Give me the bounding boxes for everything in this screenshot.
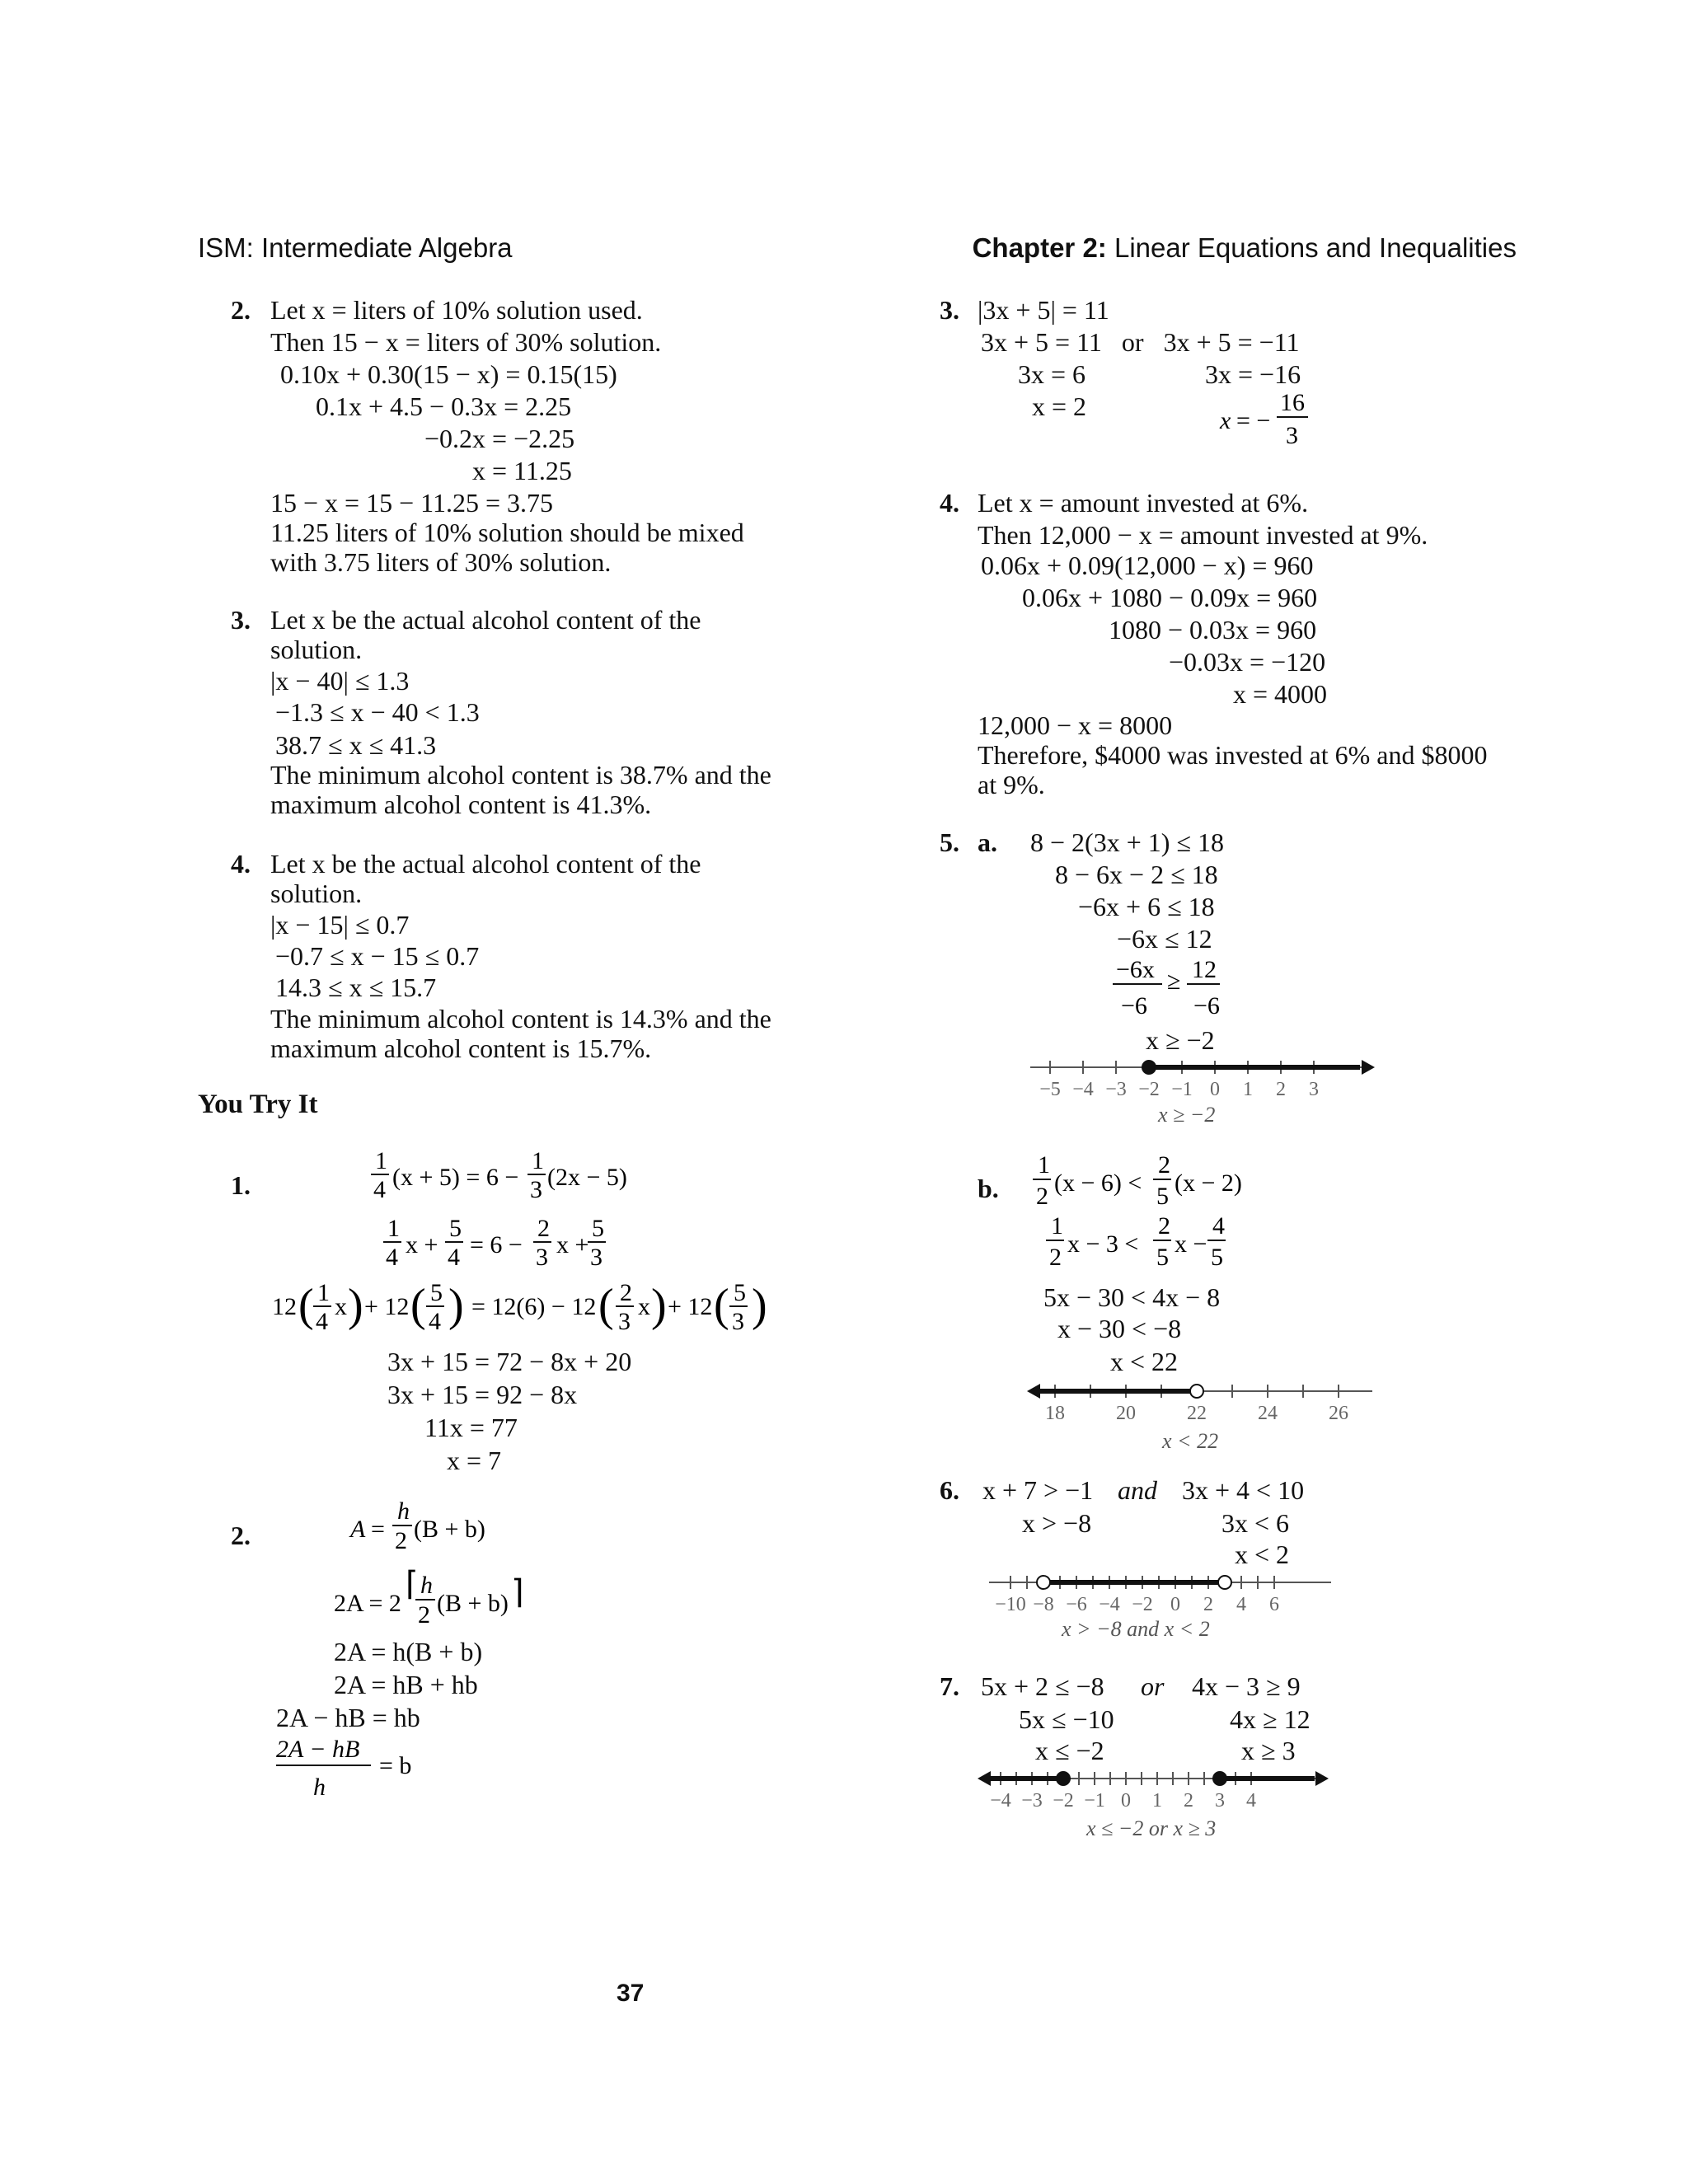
open-endpoint (1037, 1576, 1050, 1589)
svg-text:12: 12 (272, 1293, 297, 1320)
text-line: maximum alcohol content is 15.7%. (270, 1033, 652, 1063)
equation-line: 3x + 4 < 10 (1182, 1475, 1305, 1505)
tick-label: 26 (1329, 1403, 1348, 1424)
chapter-label: Chapter 2: (972, 232, 1107, 263)
svg-text:2A = 2: 2A = 2 (334, 1590, 401, 1617)
svg-text:A: A (350, 1516, 366, 1543)
svg-text:5: 5 (1156, 1244, 1169, 1271)
svg-text:5: 5 (1156, 1183, 1169, 1210)
svg-text:⌉: ⌉ (511, 1573, 524, 1610)
number-line-caption: x > −8 and x < 2 (1062, 1617, 1210, 1641)
tick-label: 22 (1187, 1403, 1207, 1424)
tick-label: 1 (1152, 1790, 1162, 1811)
equation-line: 0.06x + 0.09(12,000 − x) = 960 (981, 551, 1314, 580)
problem-number: 1. (231, 1170, 251, 1200)
number-line (973, 1762, 1335, 1811)
equation-line: x < 2 (1235, 1540, 1290, 1569)
equation-line: 2A = h(B + b) (334, 1637, 483, 1666)
tick-label: 2 (1203, 1594, 1213, 1615)
svg-text:x − 3 <: x − 3 < (1067, 1230, 1139, 1258)
equation-line: −0.03x = −120 (1169, 647, 1326, 677)
equation-line: 11x = 77 (424, 1413, 518, 1442)
text-line: Let x be the actual alcohol content of the (270, 605, 701, 635)
tick-label: 2 (1184, 1790, 1193, 1811)
svg-text:3: 3 (590, 1244, 603, 1271)
problem-number: 4. (940, 488, 959, 518)
running-header-right (973, 232, 1517, 264)
equation-line: x ≤ −2 (1035, 1736, 1104, 1765)
svg-text:2: 2 (395, 1527, 407, 1554)
equation-line: 3x + 5 = 11 or 3x + 5 = −11 (981, 327, 1300, 357)
equation-line: x ≥ −2 (1146, 1025, 1215, 1055)
tick-label: 20 (1116, 1403, 1136, 1424)
svg-text:x: x (335, 1293, 347, 1320)
svg-text:≥: ≥ (1167, 968, 1181, 995)
tick-label: 4 (1236, 1594, 1246, 1615)
tick-label: −2 (1132, 1594, 1153, 1615)
svg-text:16: 16 (1280, 389, 1305, 416)
number-line (1022, 1051, 1385, 1100)
problem-number: 4. (231, 849, 251, 879)
svg-text:): ) (752, 1280, 767, 1331)
svg-text:(x + 5) = 6 −: (x + 5) = 6 − (392, 1164, 519, 1191)
svg-text:(x − 6) <: (x − 6) < (1054, 1169, 1142, 1197)
svg-text:1: 1 (317, 1279, 330, 1306)
text-line: Let x = amount invested at 6%. (978, 488, 1309, 518)
equation-line: 5x ≤ −10 (1019, 1704, 1114, 1734)
division-step (1104, 954, 1236, 1029)
equation-line: −6x ≤ 12 (1117, 924, 1212, 954)
fraction-result (1216, 387, 1323, 462)
number-line-caption: x ≥ −2 (1158, 1103, 1216, 1127)
text-line: The minimum alcohol content is 38.7% and the (270, 760, 771, 790)
svg-text:+ 12: + 12 (668, 1293, 713, 1320)
equation-line: x = 4000 (1233, 679, 1328, 709)
svg-text:2: 2 (537, 1215, 550, 1242)
problem-number: 6. (940, 1475, 959, 1505)
svg-text:(: ( (298, 1280, 314, 1331)
equation-line: 5x − 30 < 4x − 8 (1043, 1282, 1221, 1312)
equation-line: 0.10x + 0.30(15 − x) = 0.15(15) (280, 359, 617, 389)
equation-line: 5x + 2 ≤ −8 (981, 1671, 1104, 1701)
svg-text:3: 3 (530, 1176, 542, 1203)
closed-endpoint (1057, 1772, 1070, 1785)
svg-text:3: 3 (732, 1308, 744, 1335)
svg-text:3: 3 (1286, 422, 1298, 449)
svg-text:= −: = − (1236, 407, 1271, 434)
text-line: The minimum alcohol content is 14.3% and the (270, 1004, 771, 1033)
equation-line: |x − 15| ≤ 0.7 (270, 910, 410, 940)
svg-text:2A − hB: 2A − hB (276, 1736, 360, 1763)
tick-label: 0 (1170, 1594, 1180, 1615)
svg-text:(B + b): (B + b) (437, 1590, 509, 1617)
tick-label: −5 (1039, 1079, 1061, 1100)
math-text: 1 (375, 1150, 387, 1174)
number-line-caption: x < 22 (1162, 1429, 1219, 1453)
text-line: Then 12,000 − x = amount invested at 9%. (978, 520, 1428, 550)
closed-endpoint (1213, 1772, 1226, 1785)
text-line: Let x be the actual alcohol content of the (270, 849, 701, 879)
part-label: b. (978, 1174, 999, 1203)
svg-text:= b: = b (379, 1752, 412, 1779)
page-number: 37 (617, 1980, 645, 2007)
equation-line: x = 7 (447, 1446, 502, 1475)
svg-text:x: x (1220, 407, 1231, 434)
tick-label: 18 (1045, 1403, 1065, 1424)
svg-text:1: 1 (1038, 1151, 1050, 1179)
svg-text:−6: −6 (1193, 992, 1220, 1019)
number-line (1022, 1375, 1385, 1424)
svg-text:(B + b): (B + b) (414, 1516, 485, 1543)
svg-text:4: 4 (316, 1308, 328, 1335)
svg-text:): ) (651, 1280, 667, 1331)
running-header-left: ISM: Intermediate Algebra (198, 232, 513, 263)
equation-line: 2A = hB + hb (334, 1670, 478, 1699)
connector-word: or (1141, 1671, 1165, 1701)
svg-text:x −: x − (1175, 1230, 1207, 1258)
svg-text:2: 2 (1158, 1151, 1170, 1179)
connector-word: and (1118, 1475, 1157, 1505)
svg-text:4: 4 (373, 1176, 386, 1203)
svg-text:(2x − 5): (2x − 5) (547, 1164, 627, 1191)
svg-text:4: 4 (429, 1308, 441, 1335)
svg-text:5: 5 (1211, 1244, 1223, 1271)
svg-text:3: 3 (536, 1244, 548, 1271)
svg-text:(: ( (598, 1280, 614, 1331)
text-line: with 3.75 liters of 30% solution. (270, 547, 612, 577)
equation-line: |x − 40| ≤ 1.3 (270, 666, 410, 696)
svg-text:5: 5 (734, 1279, 746, 1306)
svg-text:4: 4 (448, 1244, 460, 1271)
svg-text:2: 2 (1158, 1212, 1170, 1240)
svg-text:2: 2 (418, 1601, 430, 1629)
svg-text:h: h (420, 1572, 433, 1599)
arrow-head (978, 1771, 991, 1786)
problem-number: 3. (231, 605, 251, 635)
problem-number: 2. (231, 1521, 251, 1550)
svg-text:h: h (397, 1497, 410, 1525)
equation-line: 0.06x + 1080 − 0.09x = 960 (1022, 583, 1318, 612)
text-line: at 9%. (978, 770, 1045, 799)
fraction-inequalities (1026, 1150, 1323, 1282)
svg-text:2: 2 (1036, 1183, 1048, 1210)
svg-text:5: 5 (449, 1215, 462, 1242)
tick-label: 2 (1276, 1079, 1286, 1100)
svg-text:1: 1 (387, 1215, 400, 1242)
tick-label: −3 (1021, 1790, 1043, 1811)
arrow-head (1315, 1771, 1329, 1786)
equation-line: 38.7 ≤ x ≤ 41.3 (275, 730, 437, 760)
tick-label: −1 (1171, 1079, 1193, 1100)
equation-line: −0.2x = −2.25 (424, 424, 575, 453)
tick-label: 6 (1269, 1594, 1279, 1615)
tick-label: −3 (1105, 1079, 1127, 1100)
text-line: Therefore, $4000 was invested at 6% and $8000 (978, 740, 1488, 770)
closed-endpoint (1142, 1061, 1156, 1074)
equation-line: 4x ≥ 12 (1230, 1704, 1311, 1734)
text-line: Let x = liters of 10% solution used. (270, 295, 643, 325)
tick-label: −10 (995, 1594, 1026, 1615)
tick-label: 0 (1210, 1079, 1220, 1100)
svg-text:12: 12 (1192, 956, 1217, 983)
equation-line: x = 11.25 (472, 456, 572, 485)
equation-line: x + 7 > −1 (982, 1475, 1094, 1505)
tick-label: −6 (1066, 1594, 1087, 1615)
final-fraction (272, 1731, 437, 1805)
tick-label: 4 (1246, 1790, 1256, 1811)
equation-line: 3x + 15 = 92 − 8x (387, 1380, 578, 1409)
equation-line: x > −8 (1022, 1508, 1092, 1538)
text-line: 12,000 − x = 8000 (978, 710, 1173, 740)
svg-text:⌈: ⌈ (406, 1565, 419, 1602)
part-label: a. (978, 827, 997, 857)
tick-label: −8 (1033, 1594, 1054, 1615)
tick-label: −4 (1099, 1594, 1120, 1615)
equation-line: 3x = 6 (1018, 359, 1086, 389)
equation-line: 3x < 6 (1221, 1508, 1290, 1538)
equation-line: 14.3 ≤ x ≤ 15.7 (275, 972, 437, 1002)
tick-label: −2 (1138, 1079, 1160, 1100)
equation-line: 4x − 3 ≥ 9 (1192, 1671, 1301, 1701)
tick-label: 3 (1215, 1790, 1225, 1811)
equation-line: −6x + 6 ≤ 18 (1078, 892, 1215, 921)
svg-text:x: x (638, 1293, 650, 1320)
arrow-head (1027, 1384, 1040, 1399)
equation-line: 0.1x + 4.5 − 0.3x = 2.25 (316, 391, 572, 421)
svg-text:= 6 −: = 6 − (470, 1231, 523, 1258)
svg-text:(x − 2): (x − 2) (1175, 1169, 1242, 1197)
svg-text:1: 1 (1051, 1212, 1063, 1240)
tick-label: −4 (1072, 1079, 1094, 1100)
text-line: 11.25 liters of 10% solution should be mixed (270, 518, 744, 547)
svg-text:): ) (448, 1280, 464, 1331)
open-endpoint (1190, 1385, 1203, 1398)
text-line: maximum alcohol content is 41.3%. (270, 790, 652, 819)
tick-label: 0 (1121, 1790, 1131, 1811)
tick-label: 1 (1243, 1079, 1253, 1100)
problem-number: 2. (231, 295, 251, 325)
equation-line: |3x + 5| = 11 (978, 295, 1109, 325)
text-line: solution. (270, 635, 363, 664)
tick-label: −1 (1084, 1790, 1105, 1811)
text-line: Then 15 − x = liters of 30% solution. (270, 327, 662, 357)
svg-text:2: 2 (1049, 1244, 1062, 1271)
text-line: solution. (270, 879, 363, 908)
equation-line: x < 22 (1110, 1347, 1179, 1376)
equation-line: 8 − 6x − 2 ≤ 18 (1055, 860, 1218, 889)
equation-line: −0.7 ≤ x − 15 ≤ 0.7 (275, 941, 480, 971)
svg-text:−6x: −6x (1116, 956, 1155, 983)
svg-text:3: 3 (618, 1308, 631, 1335)
equation-line: x = 2 (1032, 391, 1087, 421)
equation-line: 3x = −16 (1205, 359, 1301, 389)
tick-label: −2 (1053, 1790, 1074, 1811)
svg-text:5: 5 (592, 1215, 604, 1242)
svg-text:2: 2 (620, 1279, 632, 1306)
svg-text:4: 4 (386, 1244, 398, 1271)
svg-text:x +: x + (406, 1231, 438, 1258)
equation-line: x ≥ 3 (1241, 1736, 1296, 1765)
svg-text:+ 12: + 12 (364, 1293, 410, 1320)
equation-line: x − 30 < −8 (1057, 1314, 1182, 1343)
problem-number: 3. (940, 295, 959, 325)
equation-line: 3x + 15 = 72 − 8x + 20 (387, 1347, 632, 1376)
problem-number: 5. (940, 827, 959, 857)
tick-label: 3 (1309, 1079, 1319, 1100)
svg-text:5: 5 (430, 1279, 443, 1306)
section-heading: You Try It (198, 1090, 318, 1119)
arrow-head (1362, 1060, 1375, 1075)
svg-text:(: ( (410, 1280, 426, 1331)
svg-text:4: 4 (1212, 1212, 1225, 1240)
svg-text:): ) (348, 1280, 363, 1331)
number-line (973, 1566, 1335, 1615)
svg-text:= 12(6) − 12: = 12(6) − 12 (471, 1293, 597, 1320)
text-line: 15 − x = 15 − 11.25 = 3.75 (270, 488, 553, 518)
tick-label: −4 (990, 1790, 1011, 1811)
svg-text:(: ( (714, 1280, 729, 1331)
equation-line: 1080 − 0.03x = 960 (1109, 615, 1317, 644)
problem-number: 7. (940, 1671, 959, 1701)
svg-text:x +: x + (556, 1231, 589, 1258)
number-line-caption: x ≤ −2 or x ≥ 3 (1086, 1816, 1217, 1840)
svg-text:=: = (371, 1516, 385, 1543)
chapter-title: Linear Equations and Inequalities (1106, 232, 1517, 263)
open-endpoint (1218, 1576, 1231, 1589)
svg-text:−6: −6 (1121, 992, 1147, 1019)
svg-text:1: 1 (532, 1150, 544, 1174)
equation-line: −1.3 ≤ x − 40 < 1.3 (275, 697, 480, 727)
tick-label: 24 (1258, 1403, 1278, 1424)
equation-line: 2A − hB = hb (276, 1703, 420, 1732)
fraction-equations (247, 1150, 808, 1356)
formula-equations (272, 1496, 569, 1652)
equation-line: 8 − 2(3x + 1) ≤ 18 (1030, 827, 1224, 857)
svg-text:h: h (313, 1774, 326, 1801)
